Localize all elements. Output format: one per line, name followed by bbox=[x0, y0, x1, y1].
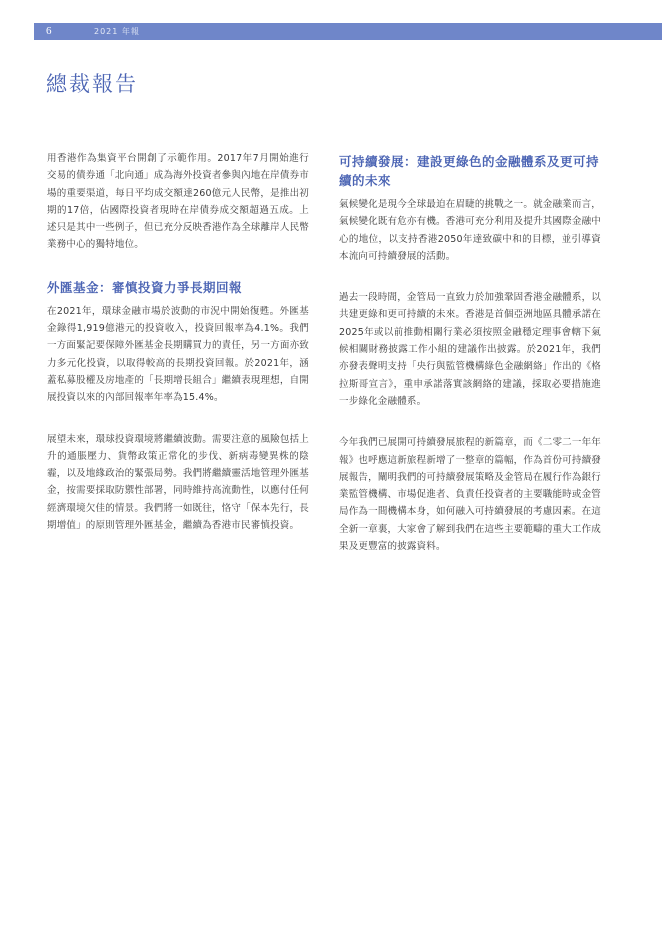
right-paragraph-2: 過去一段時間，金管局一直致力於加強鞏固香港金融體系，以共建更綠和更可持續的未來。香港是首個亞洲地區具體承諾在2025年或以前推動相關行業必須按照金融穩定理事會轄下氣候相關財務披露工作小組的建議作出披露。於2021年，我們亦發表聲明支持「央行與監管機構綠色金融網絡」作出的《格拉斯哥宣言》，重申承諾落實該網絡的建議，採取必要措施進一步綠化金融體系。 bbox=[339, 292, 601, 407]
right-column bbox=[339, 152, 601, 555]
left-paragraph-3: 展望未來，環球投資環境將繼續波動。需要注意的風險包括上升的通脹壓力、貨幣政策正常化的步伐、新病毒變異株的陰霾，以及地緣政治的緊張局勢。我們將繼續靈活地管理外匯基金，按需要採取防禦性部署，同時維持高流動性，以應付任何經濟環境欠佳的情景。我們將一如既往，恪守「保本先行，長期增值」的原則管理外匯基金，繼續為香港市民審慎投資。 bbox=[47, 433, 309, 532]
page-number: 6 bbox=[46, 25, 52, 37]
report-year-label: 2021 年報 bbox=[94, 27, 140, 36]
right-paragraph-3: 今年我們已展開可持續發展旅程的新篇章，而《二零二一年年報》也呼應這新旅程新增了一整章的篇幅，作為首份可持續發展報告，闡明我們的可持續發展策略及金管局在履行作為銀行業監管機構、市場促進者、負責任投資者的主要職能時或金管局作為一間機構本身，如何融入可持續發展的考慮因素。在這全新一章裏，大家會了解到我們在這些主要範疇的重大工作成果及更豐富的披露資料。 bbox=[339, 437, 601, 553]
left-section-heading: 外匯基金：審慎投資力爭長期回報 bbox=[47, 279, 243, 295]
right-paragraph-1: 氣候變化是現今全球最迫在眉睫的挑戰之一。就金融業而言，氣候變化既有危亦有機。香港可充分利用及提升其國際金融中心的地位，以支持香港2050年達致碳中和的目標，並引導資本流向可持續發展的活動。 bbox=[339, 199, 601, 262]
left-paragraph-2: 在2021年，環球金融市場於波動的市況中開始復甦。外匯基金錄得1,919億港元的投資收入，投資回報率為4.1%。我們一方面緊記要保障外匯基金長期購買力的責任，另一方面亦致力多元化投資，以取得較高的長期投資回報。於2021年，涵蓋私募股權及房地產的「長期增長組合」繼續表現理想，自開展投資以來的內部回報率年率為15.4%。 bbox=[47, 305, 309, 404]
left-paragraph-1: 用香港作為集資平台開創了示範作用。2017年7月開始進行交易的債券通「北向通」成為海外投資者參與內地在岸債券市場的重要渠道，每日平均成交額達260億元人民幣，是推出初期的17倍，佔國際投資者現時在岸債券成交額超過五成。上述只是其中一些例子，但已充分反映香港作為全球離岸人民幣業務中心的獨特地位。 bbox=[47, 153, 309, 251]
page-title: 總裁報告 bbox=[46, 72, 138, 96]
left-column bbox=[47, 150, 309, 534]
right-section-heading: 可持續發展：建設更綠色的金融體系及更可持續的未來 bbox=[339, 154, 600, 188]
